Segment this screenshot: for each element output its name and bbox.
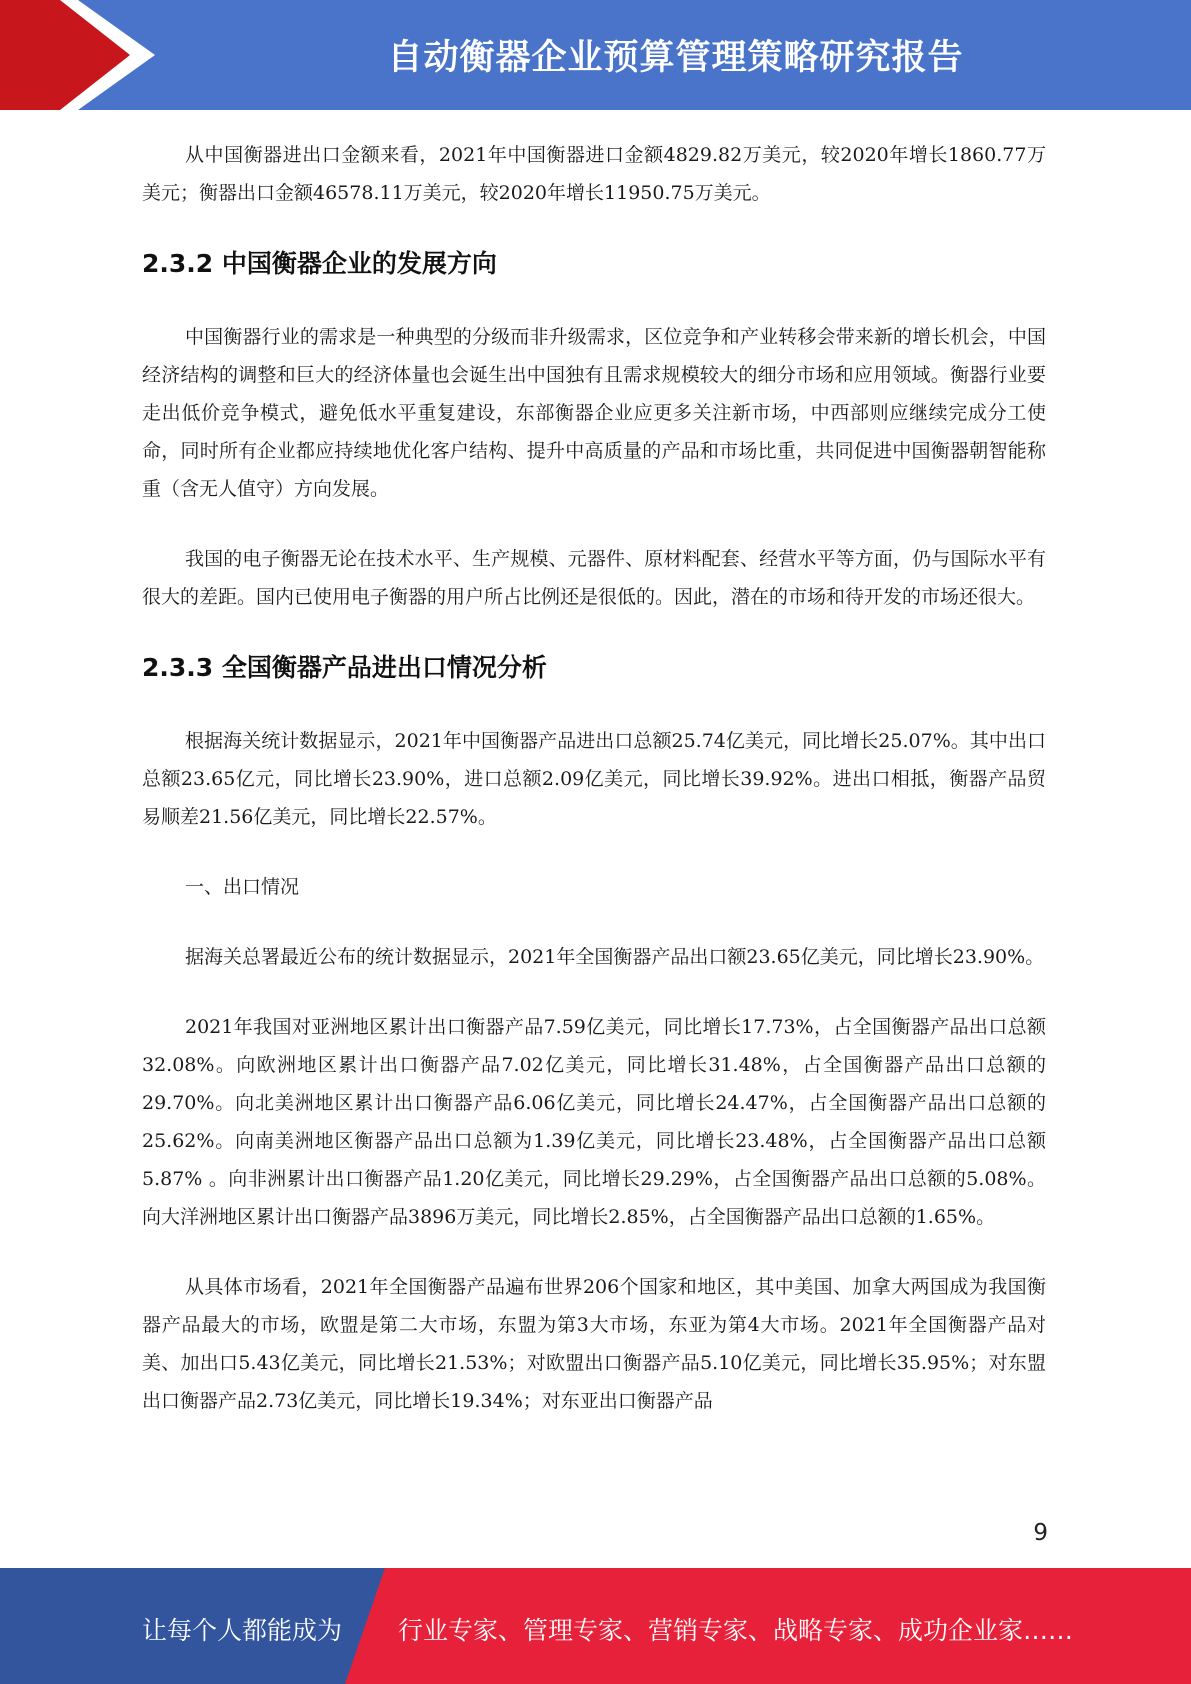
section-heading-2-3-2: 2.3.2 中国衡器企业的发展方向 <box>142 249 497 278</box>
paragraph-export-subheading: 一、出口情况 <box>185 876 300 898</box>
report-title: 自动衡器企业预算管理策略研究报告 <box>387 38 964 78</box>
document-body <box>142 136 1046 1452</box>
paragraph-export-total: 据海关总署最近公布的统计数据显示，2021年全国衡器产品出口额23.65亿美元，同比增长23.90%。 <box>185 946 1045 968</box>
footer-slogan-right: 行业专家、管理专家、营销专家、战略专家、成功企业家…… <box>398 1616 1074 1645</box>
paragraph-development-direction: 中国衡器行业的需求是一种典型的分级而非升级需求，区位竞争和产业转移会带来新的增长机会，中国经济结构的调整和巨大的经济体量也会诞生出中国独有且需求规模较大的细分市场和应用领域。衡器行业要走出低价竞争模式，避免低水平重复建设，东部衡器企业应更多关注新市场，中西部则应继续完成分工使命，同时所有企业都应持续地优化客户结构、提升中高质量的产品和市场比重，共同促进中国衡器朝智能称重（含无人值守）方向发展。 <box>142 326 1046 500</box>
paragraph-export-by-market: 从具体市场看，2021年全国衡器产品遍布世界206个国家和地区，其中美国、加拿大两国成为我国衡器产品最大的市场，欧盟是第二大市场，东盟为第3大市场，东亚为第4大市场。2021年全国衡器产品对美、加出口5.43亿美元，同比增长21.53%；对欧盟出口衡器产品5.10亿美元，同比增长35.95%；对东盟出口衡器产品2.73亿美元，同比增长19.34%；对东亚出口衡器产品 <box>142 1276 1046 1412</box>
footer-slogan-left: 让每个人都能成为 <box>142 1616 343 1645</box>
paragraph-customs-statistics: 根据海关统计数据显示，2021年中国衡器产品进出口总额25.74亿美元，同比增长25.07%。其中出口总额23.65亿元，同比增长23.90%，进口总额2.09亿美元，同比增长39.92%。进出口相抵，衡器产品贸易顺差21.56亿美元，同比增长22.57%。 <box>142 730 1046 828</box>
page-header <box>0 0 1191 110</box>
section-heading-2-3-3: 2.3.3 全国衡器产品进出口情况分析 <box>142 653 547 682</box>
page-number: 9 <box>1033 1520 1048 1546</box>
header-red-arrow <box>0 0 130 110</box>
paragraph-import-export-amount: 从中国衡器进出口金额来看，2021年中国衡器进口金额4829.82万美元，较2020年增长1860.77万美元；衡器出口金额46578.11万美元，较2020年增长11950.75万美元。 <box>142 144 1046 204</box>
paragraph-technology-gap: 我国的电子衡器无论在技术水平、生产规模、元器件、原材料配套、经营水平等方面，仍与国际水平有很大的差距。国内已使用电子衡器的用户所占比例还是很低的。因此，潜在的市场和待开发的市场还很大。 <box>142 548 1046 608</box>
paragraph-export-by-region: 2021年我国对亚洲地区累计出口衡器产品7.59亿美元，同比增长17.73%，占全国衡器产品出口总额32.08%。向欧洲地区累计出口衡器产品7.02亿美元，同比增长31.48%，占全国衡器产品出口总额的29.70%。向北美洲地区累计出口衡器产品6.06亿美元，同比增长24.47%，占全国衡器产品出口总额的25.62%。向南美洲地区衡器产品出口总额为1.39亿美元，同比增长23.48%，占全国衡器产品出口总额5.87% 。向非洲累计出口衡器产品1.20亿美元，同比增长29.29%，占全国衡器产品出口总额的5.08%。向大洋洲地区累计出口衡器产品3896万美元，同比增长2.85%，占全国衡器产品出口总额的1.65%。 <box>142 1016 1046 1228</box>
